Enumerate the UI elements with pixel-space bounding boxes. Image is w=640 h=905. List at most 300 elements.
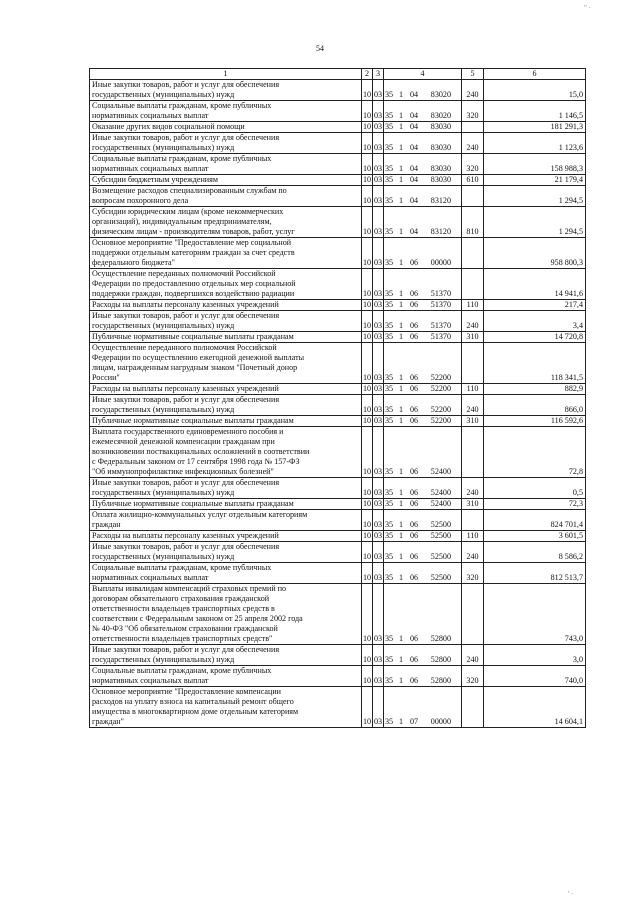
subsection-code: 03 xyxy=(373,563,384,584)
target-article-part: 00000 xyxy=(430,717,451,727)
row-description-line: договорам обязательного страхования гражданской xyxy=(92,594,270,603)
target-article-code xyxy=(384,687,462,728)
row-description-line: государственных (муниципальных) нужд xyxy=(92,405,235,414)
target-article-part: 06 xyxy=(409,321,419,331)
target-article-part: 1 xyxy=(399,405,404,415)
expense-type-code xyxy=(462,238,484,269)
row-description xyxy=(90,154,362,175)
subsection-code: 03 xyxy=(373,395,384,416)
target-article-code xyxy=(384,499,462,510)
section-code: 10 xyxy=(362,122,372,132)
target-article-code xyxy=(384,133,462,154)
row-description-line: Социальные выплаты гражданам, кроме публичных xyxy=(92,563,272,572)
target-article-part: 35 xyxy=(385,90,394,100)
row-description xyxy=(90,563,362,584)
section-code: 10 xyxy=(362,186,373,207)
target-article-code xyxy=(384,395,462,416)
amount-cell: 118 341,5 xyxy=(484,343,586,384)
target-article-part: 83020 xyxy=(430,90,451,100)
amount-cell: 866,0 xyxy=(484,395,586,416)
row-description-line: нормативных социальных выплат xyxy=(92,164,209,173)
target-article-part: 51370 xyxy=(430,300,451,310)
target-article-part: 51370 xyxy=(430,332,451,342)
target-article-part: 04 xyxy=(409,111,419,121)
table-row xyxy=(90,133,586,154)
expense-type-code: 110 xyxy=(462,531,484,542)
target-article-part: 52400 xyxy=(430,467,451,477)
expense-type-code: 320 xyxy=(462,101,484,122)
target-article-part: 35 xyxy=(385,321,394,331)
target-article-code xyxy=(384,207,462,238)
target-article-part: 1 xyxy=(399,258,404,268)
row-description-line: Социальные выплаты гражданам, кроме публичных xyxy=(92,666,272,675)
amount-cell: 14 941,6 xyxy=(484,269,586,300)
header-cell-5: 5 xyxy=(462,69,484,80)
target-article-part: 52800 xyxy=(430,634,451,644)
row-description-line: физическим лицам - производителям товаров, работ, услуг xyxy=(92,227,295,236)
row-description-line: Субсидии бюджетным учреждениям xyxy=(92,175,218,184)
subsection-code: 03 xyxy=(373,311,384,332)
section-code: 10 xyxy=(362,238,373,269)
expense-type-code: 240 xyxy=(462,311,484,332)
row-description-line: возникновении поствакцинальных осложнений в соответствии xyxy=(92,447,310,456)
row-description-line: расходов на уплату взноса на капитальный ремонт общего xyxy=(92,697,294,706)
subsection-code: 03 xyxy=(373,122,383,132)
row-description-line: государственных (муниципальных) нужд xyxy=(92,552,235,561)
target-article-part: 51370 xyxy=(430,289,451,299)
target-article-code xyxy=(384,542,462,563)
table-row xyxy=(90,343,586,384)
target-article-code xyxy=(384,563,462,584)
target-article-part: 35 xyxy=(385,634,394,644)
row-description xyxy=(90,427,362,478)
row-description-line: Иные закупки товаров, работ и услуг для обеспечения xyxy=(92,395,280,404)
row-description-line: поддержки граждан, подвергшихся воздействию радиации xyxy=(92,289,295,298)
section-code: 10 xyxy=(362,687,373,728)
target-article-part: 35 xyxy=(385,676,394,686)
target-article-part: 35 xyxy=(385,258,394,268)
row-description xyxy=(90,269,362,300)
section-code: 10 xyxy=(362,395,373,416)
row-description xyxy=(90,101,362,122)
row-description-line: Осуществление переданного полномочия Российской xyxy=(92,343,277,352)
target-article-part: 35 xyxy=(385,573,394,583)
row-description xyxy=(90,384,362,395)
target-article-part: 06 xyxy=(409,405,419,415)
row-description-line: Возмещение расходов специализированным службам по xyxy=(92,186,287,195)
target-article-part: 52400 xyxy=(430,499,451,509)
amount-cell: 217,4 xyxy=(484,300,586,311)
target-article-part: 35 xyxy=(385,332,394,342)
target-article-part: 1 xyxy=(399,289,404,299)
section-code: 10 xyxy=(362,531,372,541)
target-article-part: 06 xyxy=(409,258,419,268)
target-article-part: 06 xyxy=(409,373,419,383)
row-description-line: Расходы на выплаты персоналу казенных учреждений xyxy=(92,300,279,309)
row-description xyxy=(90,186,362,207)
target-article-part: 1 xyxy=(399,175,404,185)
target-article-part: 04 xyxy=(409,164,419,174)
table-row xyxy=(90,269,586,300)
target-article-part: 04 xyxy=(409,196,419,206)
row-description xyxy=(90,584,362,645)
target-article-part: 52200 xyxy=(430,405,451,415)
target-article-part: 52800 xyxy=(430,676,451,686)
row-description-line: государственных (муниципальных) нужд xyxy=(92,143,235,152)
target-article-code xyxy=(384,80,462,101)
subsection-code: 03 xyxy=(373,332,383,342)
target-article-code xyxy=(384,343,462,384)
target-article-part: 83030 xyxy=(430,175,451,185)
target-article-part: 35 xyxy=(385,488,394,498)
amount-cell: 812 513,7 xyxy=(484,563,586,584)
row-description-line: поддержки отдельным категориям граждан за счет средств xyxy=(92,248,295,257)
target-article-code xyxy=(384,531,462,542)
section-code: 10 xyxy=(362,645,373,666)
target-article-part: 35 xyxy=(385,300,394,310)
target-article-part: 52500 xyxy=(430,531,451,541)
expense-type-code xyxy=(462,269,484,300)
table-row xyxy=(90,395,586,416)
target-article-part: 52400 xyxy=(430,488,451,498)
row-description-line: № 40-ФЗ "Об обязательном страховании гражданской xyxy=(92,624,278,633)
section-code: 10 xyxy=(362,563,373,584)
row-description-line: Основное мероприятие "Предоставление компенсации xyxy=(92,687,282,696)
table-row xyxy=(90,687,586,728)
expense-type-code xyxy=(462,584,484,645)
row-description xyxy=(90,300,362,311)
target-article-part: 1 xyxy=(399,196,404,206)
row-description xyxy=(90,343,362,384)
target-article-part: 00000 xyxy=(430,258,451,268)
table-row xyxy=(90,478,586,499)
target-article-part: 06 xyxy=(409,634,419,644)
target-article-part: 1 xyxy=(399,488,404,498)
target-article-part: 1 xyxy=(399,384,404,394)
target-article-part: 1 xyxy=(399,332,404,342)
expense-type-code: 320 xyxy=(462,666,484,687)
table-row xyxy=(90,542,586,563)
target-article-part: 52500 xyxy=(430,552,451,562)
amount-cell: 743,0 xyxy=(484,584,586,645)
subsection-code: 03 xyxy=(373,531,383,541)
table-row xyxy=(90,311,586,332)
header-cell-4: 4 xyxy=(384,69,462,80)
subsection-code: 03 xyxy=(373,584,384,645)
target-article-part: 52200 xyxy=(430,416,451,426)
table-row xyxy=(90,427,586,478)
amount-cell: 14 604,1 xyxy=(484,687,586,728)
target-article-part: 83020 xyxy=(430,111,451,121)
expense-type-code: 240 xyxy=(462,645,484,666)
target-article-part: 1 xyxy=(399,573,404,583)
row-description-line: граждан xyxy=(92,520,121,529)
row-description xyxy=(90,687,362,728)
section-code: 10 xyxy=(362,311,373,332)
subsection-code: 03 xyxy=(373,238,384,269)
subsection-code: 03 xyxy=(373,80,384,101)
target-article-part: 1 xyxy=(399,531,404,541)
corner-mark-top: " · xyxy=(584,4,591,12)
target-article-part: 06 xyxy=(409,300,419,310)
target-article-code xyxy=(384,666,462,687)
target-article-part: 35 xyxy=(385,416,394,426)
row-description-line: Публичные нормативные социальные выплаты гражданам xyxy=(92,416,294,425)
target-article-part: 1 xyxy=(399,300,404,310)
expense-type-code: 810 xyxy=(462,207,484,238)
row-description-line: Субсидии юридическим лицам (кроме некоммерческих xyxy=(92,207,284,216)
subsection-code: 03 xyxy=(373,175,383,185)
row-description-line: Социальные выплаты гражданам, кроме публичных xyxy=(92,101,272,110)
section-code: 10 xyxy=(362,207,373,238)
target-article-part: 07 xyxy=(409,717,419,727)
target-article-part: 1 xyxy=(399,520,404,530)
section-code: 10 xyxy=(362,343,373,384)
target-article-part: 1 xyxy=(399,111,404,121)
section-code: 10 xyxy=(362,175,372,185)
section-code: 10 xyxy=(362,666,373,687)
amount-cell: 14 720,8 xyxy=(484,332,586,343)
amount-cell: 116 592,6 xyxy=(484,416,586,427)
row-description-line: "Об иммунопрофилактике инфекционных болезней" xyxy=(92,467,274,476)
row-description-line: вопросам похоронного дела xyxy=(92,196,189,205)
section-code: 10 xyxy=(362,101,373,122)
target-article-part: 04 xyxy=(409,122,419,132)
row-description xyxy=(90,395,362,416)
target-article-part: 06 xyxy=(409,332,419,342)
target-article-part: 83120 xyxy=(430,227,451,237)
target-article-part: 52200 xyxy=(430,384,451,394)
corner-mark-bottom: ' · xyxy=(568,890,574,898)
section-code: 10 xyxy=(362,80,373,101)
target-article-part: 1 xyxy=(399,122,404,132)
target-article-part: 35 xyxy=(385,655,394,665)
target-article-code xyxy=(384,269,462,300)
row-description xyxy=(90,478,362,499)
amount-cell: 3,4 xyxy=(484,311,586,332)
expense-type-code: 320 xyxy=(462,154,484,175)
header-cell-3: 3 xyxy=(373,69,384,80)
amount-cell: 1 123,6 xyxy=(484,133,586,154)
expense-type-code: 310 xyxy=(462,416,484,427)
row-description xyxy=(90,499,362,510)
target-article-part: 35 xyxy=(385,122,394,132)
row-description xyxy=(90,207,362,238)
target-article-part: 83030 xyxy=(430,164,451,174)
subsection-code: 03 xyxy=(373,499,383,509)
expense-type-code: 110 xyxy=(462,384,484,395)
target-article-code xyxy=(384,584,462,645)
target-article-code xyxy=(384,510,462,531)
row-description-line: ежемесячной денежной компенсации гражданам при xyxy=(92,437,275,446)
section-code: 10 xyxy=(362,416,372,426)
section-code: 10 xyxy=(362,300,372,310)
target-article-code xyxy=(384,311,462,332)
row-description-line: Иные закупки товаров, работ и услуг для обеспечения xyxy=(92,133,280,142)
row-description-line: Оказание других видов социальной помощи xyxy=(92,122,245,131)
expense-type-code: 310 xyxy=(462,332,484,343)
expense-type-code xyxy=(462,343,484,384)
target-article-part: 06 xyxy=(409,289,419,299)
target-article-part: 35 xyxy=(385,164,394,174)
target-article-part: 83030 xyxy=(430,122,451,132)
row-description-line: государственных (муниципальных) нужд xyxy=(92,655,235,664)
row-description xyxy=(90,122,362,133)
expense-type-code xyxy=(462,687,484,728)
subsection-code: 03 xyxy=(373,478,384,499)
amount-cell: 882,9 xyxy=(484,384,586,395)
target-article-part: 35 xyxy=(385,143,394,153)
amount-cell: 8 586,2 xyxy=(484,542,586,563)
subsection-code: 03 xyxy=(373,416,383,426)
target-article-part: 06 xyxy=(409,676,419,686)
amount-cell: 1 294,5 xyxy=(484,207,586,238)
target-article-part: 06 xyxy=(409,655,419,665)
target-article-part: 35 xyxy=(385,111,394,121)
row-description-line: Основное мероприятие "Предоставление мер социальной xyxy=(92,238,292,247)
target-article-part: 1 xyxy=(399,676,404,686)
amount-cell: 3,0 xyxy=(484,645,586,666)
amount-cell: 72,3 xyxy=(484,499,586,510)
subsection-code: 03 xyxy=(373,666,384,687)
subsection-code: 03 xyxy=(373,154,384,175)
target-article-part: 04 xyxy=(409,143,419,153)
amount-cell: 1 294,5 xyxy=(484,186,586,207)
amount-cell: 1 146,5 xyxy=(484,101,586,122)
table-row xyxy=(90,122,586,133)
amount-cell: 740,0 xyxy=(484,666,586,687)
expense-type-code: 240 xyxy=(462,80,484,101)
row-description-line: России" xyxy=(92,373,120,382)
section-code: 10 xyxy=(362,584,373,645)
target-article-part: 35 xyxy=(385,405,394,415)
target-article-part: 04 xyxy=(409,175,419,185)
target-article-part: 35 xyxy=(385,717,394,727)
section-code: 10 xyxy=(362,499,372,509)
subsection-code: 03 xyxy=(373,343,384,384)
amount-cell: 0,5 xyxy=(484,478,586,499)
table-row xyxy=(90,186,586,207)
row-description-line: Оплата жилищно-коммунальных услуг отдельным категориям xyxy=(92,510,308,519)
amount-cell: 3 601,5 xyxy=(484,531,586,542)
target-article-part: 1 xyxy=(399,416,404,426)
target-article-part: 52500 xyxy=(430,520,451,530)
subsection-code: 03 xyxy=(373,510,384,531)
target-article-part: 1 xyxy=(399,634,404,644)
target-article-code xyxy=(384,478,462,499)
row-description xyxy=(90,416,362,427)
table-header-row xyxy=(90,69,586,80)
target-article-code xyxy=(384,186,462,207)
row-description-line: Иные закупки товаров, работ и услуг для обеспечения xyxy=(92,645,280,654)
row-description-line: государственных (муниципальных) нужд xyxy=(92,321,235,330)
expense-type-code: 310 xyxy=(462,499,484,510)
section-code: 10 xyxy=(362,384,372,394)
row-description xyxy=(90,80,362,101)
row-description-line: организаций), индивидуальным предпринимателям, xyxy=(92,217,272,226)
expense-type-code: 240 xyxy=(462,478,484,499)
section-code: 10 xyxy=(362,510,373,531)
table-row xyxy=(90,300,586,311)
expense-type-code: 240 xyxy=(462,133,484,154)
row-description xyxy=(90,175,362,186)
target-article-code xyxy=(384,645,462,666)
expense-type-code: 240 xyxy=(462,542,484,563)
row-description-line: нормативных социальных выплат xyxy=(92,111,209,120)
expense-type-code: 320 xyxy=(462,563,484,584)
table-row xyxy=(90,332,586,343)
target-article-code xyxy=(384,416,462,427)
table-row xyxy=(90,384,586,395)
row-description-line: Расходы на выплаты персоналу казенных учреждений xyxy=(92,384,279,393)
row-description-line: Федерации по предоставлению отдельных мер социальной xyxy=(92,279,296,288)
target-article-part: 35 xyxy=(385,499,394,509)
table-row xyxy=(90,666,586,687)
amount-cell: 72,8 xyxy=(484,427,586,478)
row-description-line: имущества в многоквартирном доме отдельным категориям xyxy=(92,707,299,716)
target-article-part: 52500 xyxy=(430,573,451,583)
subsection-code: 03 xyxy=(373,269,384,300)
expense-type-code xyxy=(462,122,484,133)
target-article-part: 1 xyxy=(399,143,404,153)
table-row xyxy=(90,154,586,175)
target-article-part: 35 xyxy=(385,552,394,562)
target-article-part: 35 xyxy=(385,196,394,206)
row-description-line: Выплаты инвалидам компенсаций страховых премий по xyxy=(92,584,287,593)
row-description-line: Иные закупки товаров, работ и услуг для обеспечения xyxy=(92,478,280,487)
expense-type-code: 610 xyxy=(462,175,484,186)
row-description-line: Осуществление переданных полномочий Российской xyxy=(92,269,276,278)
target-article-part: 1 xyxy=(399,717,404,727)
subsection-code: 03 xyxy=(373,687,384,728)
target-article-part: 35 xyxy=(385,531,394,541)
expense-type-code xyxy=(462,427,484,478)
row-description-line: государственных (муниципальных) нужд xyxy=(92,488,235,497)
row-description-line: соответствии с Федеральным законом от 25 апреля 2002 года xyxy=(92,614,303,623)
target-article-part: 1 xyxy=(399,90,404,100)
row-description xyxy=(90,238,362,269)
target-article-code xyxy=(384,122,462,133)
target-article-part: 1 xyxy=(399,321,404,331)
amount-cell: 15,0 xyxy=(484,80,586,101)
target-article-part: 1 xyxy=(399,552,404,562)
subsection-code: 03 xyxy=(373,300,383,310)
row-description-line: Иные закупки товаров, работ и услуг для обеспечения xyxy=(92,311,280,320)
target-article-part: 1 xyxy=(399,499,404,509)
target-article-code xyxy=(384,332,462,343)
row-description-line: ответственности владельцев транспортных средств в xyxy=(92,604,275,613)
target-article-part: 52200 xyxy=(430,373,451,383)
row-description xyxy=(90,133,362,154)
section-code: 10 xyxy=(362,269,373,300)
target-article-part: 06 xyxy=(409,520,419,530)
target-article-part: 04 xyxy=(409,227,419,237)
target-article-part: 35 xyxy=(385,289,394,299)
amount-cell: 824 701,4 xyxy=(484,510,586,531)
target-article-code xyxy=(384,300,462,311)
section-code: 10 xyxy=(362,154,373,175)
target-article-code xyxy=(384,384,462,395)
target-article-part: 1 xyxy=(399,655,404,665)
target-article-part: 06 xyxy=(409,384,419,394)
row-description-line: Выплата государственного единовременного пособия и xyxy=(92,427,284,436)
target-article-part: 06 xyxy=(409,467,419,477)
table-row xyxy=(90,563,586,584)
target-article-part: 35 xyxy=(385,373,394,383)
budget-table xyxy=(89,68,586,728)
row-description-line: Иные закупки товаров, работ и услуг для обеспечения xyxy=(92,542,280,551)
amount-cell: 21 179,4 xyxy=(484,175,586,186)
